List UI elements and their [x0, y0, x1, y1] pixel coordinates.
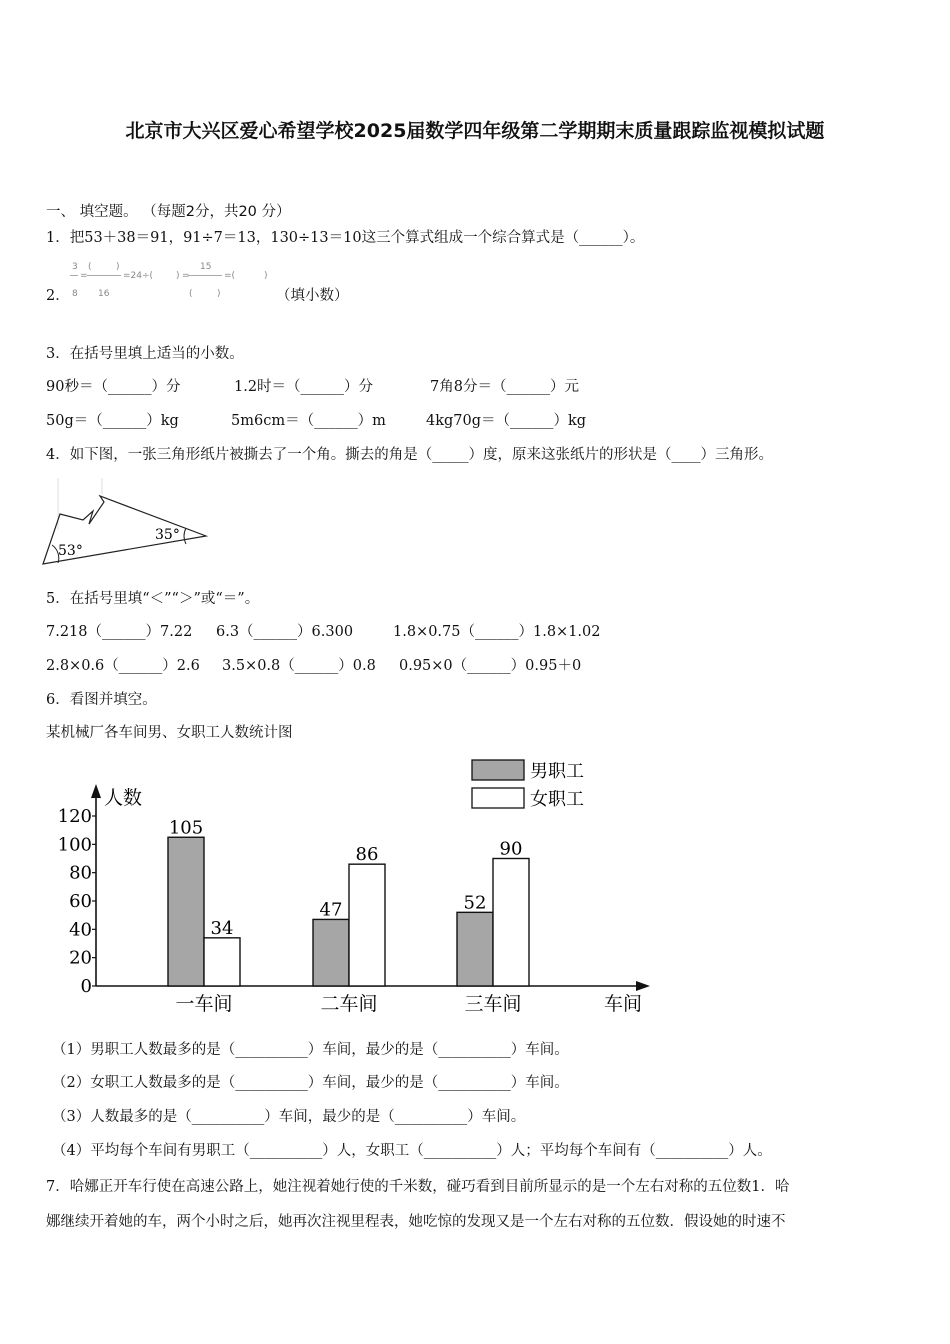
q3-item: 50g＝（______）kg: [46, 413, 179, 429]
legend-swatch: [472, 760, 524, 780]
x-axis-arrow: [636, 981, 650, 991]
data-label: 105: [168, 817, 204, 839]
q5-item: 3.5×0.8（______）0.8: [222, 658, 376, 674]
angle-label-35: 35°: [155, 527, 180, 543]
question-2-suffix: （填小数）: [276, 288, 349, 304]
y-tick-label: 20: [69, 947, 92, 969]
angle-arc-35: [184, 528, 186, 544]
bar-女职工: [204, 938, 240, 986]
data-label: 86: [355, 844, 379, 866]
fraction-bar: [188, 275, 222, 276]
q6-subquestion-1: （1）男职工人数最多的是（__________）车间，最少的是（__________）车间。: [52, 1042, 569, 1058]
q3-item: 90秒＝（______）分: [46, 379, 181, 395]
chart-caption: 某机械厂各车间男、女职工人数统计图: [46, 725, 293, 741]
y-tick-label: 60: [69, 891, 92, 912]
question-1: 1．把53＋38＝91，91÷7＝13，130÷13＝10这三个算式组成一个综合算式是（______）。: [46, 230, 645, 246]
category-label: 三车间: [464, 993, 522, 1015]
y-tick-label: 100: [57, 834, 92, 856]
y-tick-label: 120: [57, 806, 92, 827]
bar-女职工: [493, 859, 529, 987]
bar-男职工: [457, 912, 493, 986]
q5-item: 2.8×0.6（______）2.6: [46, 658, 200, 674]
bar-男职工: [168, 837, 204, 986]
section-heading: 一、 填空题。 （每题2分，共20 分）: [46, 204, 291, 220]
legend-label: 男职工: [530, 761, 584, 782]
bar-chart: [40, 752, 660, 1020]
q6-subquestion-3: （3）人数最多的是（__________）车间，最少的是（__________）车间。: [52, 1109, 526, 1125]
bar-男职工: [313, 919, 349, 986]
x-axis-label: 车间: [604, 993, 643, 1015]
y-axis-arrow: [91, 784, 101, 798]
q6-subquestion-2: （2）女职工人数最多的是（__________）车间，最少的是（__________）车间。: [52, 1075, 569, 1091]
torn-triangle-figure: [40, 474, 215, 570]
q3-item: 4kg70g＝（______）kg: [426, 413, 587, 429]
bar-女职工: [349, 864, 385, 986]
data-label: 34: [210, 917, 234, 939]
page-title: 北京市大兴区爱心希望学校2025届数学四年级第二学期期末质量跟踪监视模拟试题: [125, 120, 825, 142]
data-label: 47: [319, 899, 343, 921]
y-tick-label: 0: [80, 976, 92, 997]
y-axis-label: 人数: [104, 787, 143, 809]
q6-subquestion-4: （4）平均每个车间有男职工（__________）人，女职工（__________）人；平均每个车间有（__________）人。: [52, 1143, 772, 1159]
data-label: 90: [499, 838, 523, 860]
q5-item: 7.218（______）7.22: [46, 624, 193, 640]
question-5-stem: 5．在括号里填“＜”“＞”或“＝”。: [46, 591, 260, 607]
category-label: 二车间: [320, 993, 378, 1015]
question-2-number: 2．: [46, 288, 70, 304]
angle-label-53: 53°: [58, 543, 83, 559]
q3-item: 1.2时＝（______）分: [234, 379, 374, 395]
question-3-stem: 3．在括号里填上适当的小数。: [46, 346, 244, 362]
question-4-stem: 4．如下图，一张三角形纸片被撕去了一个角。撕去的角是（_____）度，原来这张纸片的形状是（____）三角形。: [46, 447, 773, 463]
question-6-stem: 6．看图并填空。: [46, 692, 157, 708]
category-label: 一车间: [175, 993, 233, 1015]
fraction-bar: [87, 275, 121, 276]
q5-item: 0.95×0（______）0.95＋0: [399, 658, 582, 674]
y-tick-label: 80: [69, 862, 92, 884]
q3-item: 5m6cm＝（______）m: [231, 413, 386, 429]
q5-item: 6.3（______）6.300: [216, 624, 354, 640]
data-label: 52: [463, 892, 487, 914]
fraction-bar: [70, 275, 78, 276]
y-tick-label: 40: [69, 919, 92, 941]
q3-item: 7角8分＝（______）元: [430, 379, 579, 395]
q5-item: 1.8×0.75（______）1.8×1.02: [393, 624, 601, 640]
question-7-line-1: 7．哈娜正开车行使在高速公路上，她注视着她行使的千米数，碰巧看到目前所显示的是一个左右对称的五位数1．哈: [46, 1179, 790, 1195]
legend-swatch: [472, 788, 524, 808]
legend-label: 女职工: [530, 789, 584, 810]
question-7-line-2: 娜继续开着她的车，两个小时之后，她再次注视里程表，她吃惊的发现又是一个左右对称的五位数．假设她的时速不: [46, 1214, 786, 1230]
